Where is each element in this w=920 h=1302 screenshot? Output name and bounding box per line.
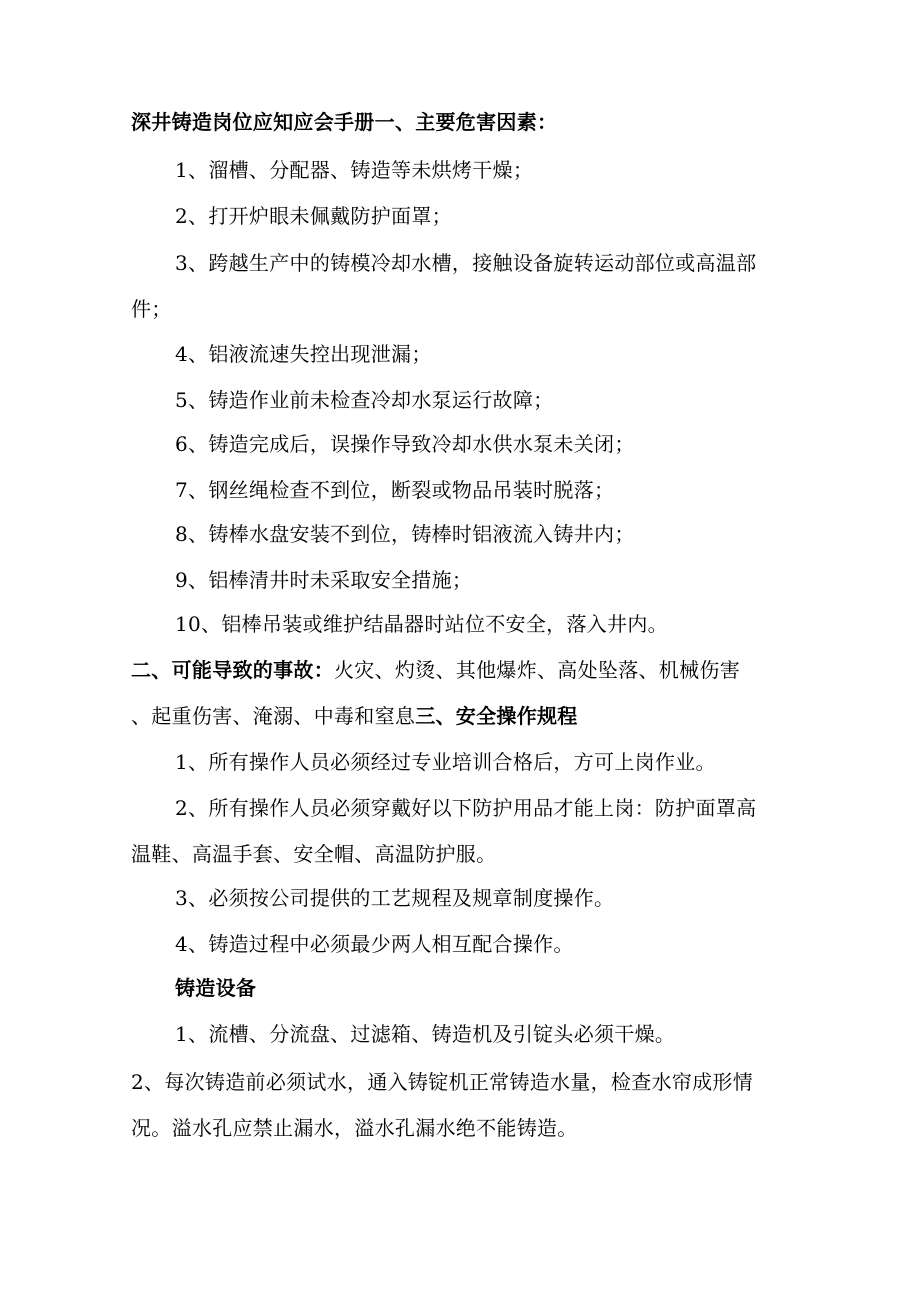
hazard-item-3-cont: 件； [131,297,172,321]
hazard-item-9: 9、铝棒清井时未采取安全措施； [175,568,473,592]
equipment-item-1: 1、流槽、分流盘、过滤箱、铸造机及引锭头必须干燥。 [175,1022,676,1046]
hazard-item-6: 6、铸造完成后，误操作导致冷却水供水泵未关闭； [175,432,635,456]
hazard-item-5: 5、铸造作业前未检查冷却水泵运行故障； [175,388,554,412]
section2-cont: 、起重伤害、淹溺、中毒和窒息 [131,704,416,728]
equipment-item-2-cont: 况。溢水孔应禁止漏水，溢水孔漏水绝不能铸造。 [131,1116,578,1140]
rule-item-2-cont: 温鞋、高温手套、安全帽、高温防护服。 [131,842,497,866]
section2-text: 火灾、灼烫、其他爆炸、高处坠落、机械伤害 [334,658,740,682]
rule-item-3: 3、必须按公司提供的工艺规程及规章制度操作。 [175,886,615,910]
rule-item-1: 1、所有操作人员必须经过专业培训合格后，方可上岗作业。 [175,750,716,774]
hazard-item-1: 1、溜槽、分配器、铸造等未烘烤干燥； [175,158,534,182]
hazard-item-10: 10、铝棒吊装或维护结晶器时站位不安全，落入井内。 [175,612,668,636]
accident-line-cont [131,702,578,730]
equipment-item-2: 2、每次铸造前必须试水，通入铸锭机正常铸造水量，检查水帘成形情 [131,1070,754,1094]
hazard-item-7: 7、钢丝绳检查不到位，断裂或物品吊装时脱落； [175,478,615,502]
accident-line [131,656,740,684]
hazard-item-8: 8、铸棒水盘安装不到位，铸棒时铝液流入铸井内； [175,522,635,546]
rule-item-4: 4、铸造过程中必须最少两人相互配合操作。 [175,932,574,956]
hazard-item-2: 2、打开炉眼未佩戴防护面罩； [175,204,452,228]
rule-item-2: 2、所有操作人员必须穿戴好以下防护用品才能上岗：防护面罩高 [175,796,757,820]
section3-heading: 三、安全操作规程 [415,704,578,728]
section2-heading: 二、可能导致的事故： [131,658,334,682]
hazard-item-3: 3、跨越生产中的铸模冷却水槽，接触设备旋转运动部位或高温部 [175,251,757,275]
document-title: 深井铸造岗位应知应会手册一、主要危害因素： [131,110,558,134]
hazard-item-4: 4、铝液流速失控出现泄漏； [175,342,432,366]
equipment-subheading: 铸造设备 [175,976,257,1000]
